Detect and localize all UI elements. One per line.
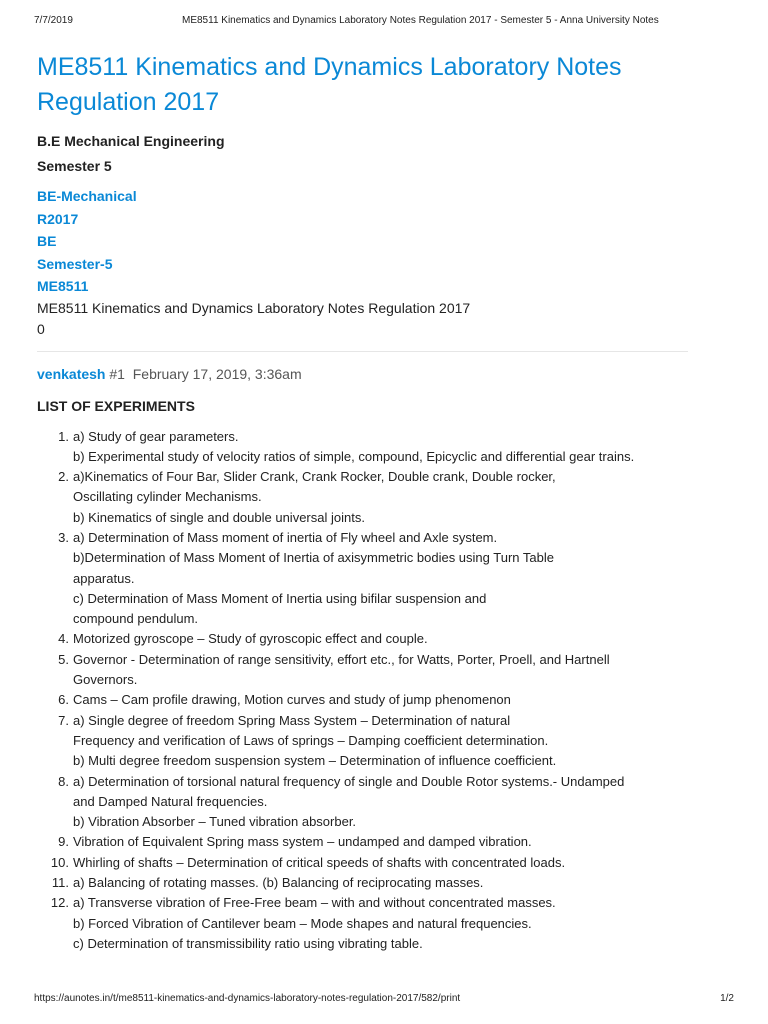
experiment-item: [37, 690, 697, 710]
tag-be[interactable]: BE: [37, 233, 57, 249]
experiment-number: 2.: [58, 469, 69, 485]
experiment-line: b) Forced Vibration of Cantilever beam – Mode shapes and natural frequencies.: [73, 915, 532, 931]
print-header: [34, 15, 734, 31]
experiment-line: a) Study of gear parameters.: [73, 428, 239, 444]
divider: [37, 351, 688, 352]
post-number: #1: [109, 365, 125, 382]
experiment-number: 12.: [50, 895, 69, 911]
post-date: February 17, 2019, 3:36am: [132, 365, 302, 382]
experiment-number: 9.: [58, 834, 69, 850]
post-author[interactable]: venkatesh: [37, 365, 106, 382]
post-meta: [37, 365, 697, 383]
print-date: 7/7/2019: [34, 15, 73, 26]
experiment-line: compound pendulum.: [73, 611, 199, 627]
experiment-item: [37, 427, 697, 468]
experiment-number: 3.: [58, 529, 69, 545]
experiment-number: 8.: [58, 773, 69, 789]
tag-be-mechanical[interactable]: BE-Mechanical: [37, 188, 137, 204]
print-document-title: ME8511 Kinematics and Dynamics Laboratory Notes Regulation 2017 - Semester 5 - Anna University Notes: [182, 15, 659, 26]
experiment-line: Governor - Determination of range sensitivity, effort etc., for Watts, Porter, Proell, and Hartnell: [73, 651, 610, 667]
experiment-line: a) Determination of Mass moment of inertia of Fly wheel and Axle system.: [73, 529, 498, 545]
topic-content: [37, 50, 697, 970]
subcategory-label[interactable]: Semester 5: [37, 158, 112, 174]
tag-r2017[interactable]: R2017: [37, 210, 79, 227]
experiment-line: c) Determination of transmissibility ratio using vibrating table.: [73, 935, 423, 951]
page-number: 1/2: [720, 993, 734, 1004]
experiment-number: 6.: [58, 692, 69, 708]
experiment-item: [37, 650, 697, 691]
experiment-number: 7.: [58, 712, 69, 728]
experiment-item: [37, 873, 697, 893]
experiment-line: b) Experimental study of velocity ratios of simple, compound, Epicyclic and differential gear trains.: [73, 448, 635, 464]
section-heading: LIST OF EXPERIMENTS: [37, 397, 195, 414]
experiment-line: a) Determination of torsional natural frequency of single and Double Rotor systems.- Undamped: [73, 773, 625, 789]
experiment-line: Motorized gyroscope – Study of gyroscopic effect and couple.: [73, 631, 428, 647]
experiment-line: c) Determination of Mass Moment of Inertia using bifilar suspension and: [73, 590, 487, 606]
experiment-line: b) Kinematics of single and double universal joints.: [73, 509, 365, 525]
topic-title-text: ME8511 Kinematics and Dynamics Laboratory Notes Regulation 2017: [37, 299, 471, 316]
tag-semester-5[interactable]: Semester-5: [37, 255, 113, 272]
experiment-line: Whirling of shafts – Determination of critical speeds of shafts with concentrated loads.: [73, 854, 566, 870]
experiment-line: Frequency and verification of Laws of springs – Damping coefficient determination.: [73, 732, 549, 748]
experiment-line: Oscillating cylinder Mechanisms.: [73, 489, 262, 505]
experiment-item: [37, 629, 697, 649]
experiment-item: [37, 893, 697, 954]
print-url: https://aunotes.in/t/me8511-kinematics-and-dynamics-laboratory-notes-regulation-2017/582/print: [34, 993, 461, 1004]
experiment-item: [37, 467, 697, 528]
experiment-number: 5.: [58, 651, 69, 667]
experiment-line: b)Determination of Mass Moment of Inertia of axisymmetric bodies using Turn Table: [73, 550, 554, 566]
page-title[interactable]: [37, 50, 697, 120]
experiment-number: 11.: [51, 875, 69, 891]
category-label[interactable]: B.E Mechanical Engineering: [37, 133, 225, 149]
experiment-item: [37, 832, 697, 852]
experiment-line: Governors.: [73, 672, 138, 688]
experiment-line: Vibration of Equivalent Spring mass system – undamped and damped vibration.: [73, 834, 532, 850]
page-title-line-1: ME8511 Kinematics and Dynamics Laboratory Notes: [37, 53, 622, 81]
experiment-line: Cams – Cam profile drawing, Motion curves and study of jump phenomenon: [73, 692, 511, 708]
experiment-number: 4.: [58, 631, 69, 647]
experiment-line: b) Multi degree freedom suspension system – Determination of influence coefficient.: [73, 753, 557, 769]
experiment-list: [37, 427, 697, 955]
page-title-line-2: Regulation 2017: [37, 88, 220, 116]
experiment-line: a)Kinematics of Four Bar, Slider Crank, Crank Rocker, Double crank, Double rocker,: [73, 469, 556, 485]
experiment-number: 10.: [50, 854, 69, 870]
experiment-line: a) Transverse vibration of Free-Free beam – with and without concentrated masses.: [73, 895, 556, 911]
experiment-line: apparatus.: [73, 570, 135, 586]
experiment-line: a) Single degree of freedom Spring Mass System – Determination of natural: [73, 712, 511, 728]
experiment-line: b) Vibration Absorber – Tuned vibration absorber.: [73, 814, 357, 830]
tag-list: [37, 185, 697, 298]
reply-count: 0: [37, 320, 45, 337]
experiment-item: [37, 853, 697, 873]
experiment-line: and Damped Natural frequencies.: [73, 793, 268, 809]
experiment-item: [37, 711, 697, 772]
experiment-item: [37, 528, 697, 629]
experiment-item: [37, 772, 697, 833]
tag-me8511[interactable]: ME8511: [37, 278, 89, 294]
experiment-line: a) Balancing of rotating masses. (b) Balancing of reciprocating masses.: [73, 875, 484, 891]
print-footer: [34, 993, 734, 1009]
experiment-number: 1.: [58, 428, 69, 444]
